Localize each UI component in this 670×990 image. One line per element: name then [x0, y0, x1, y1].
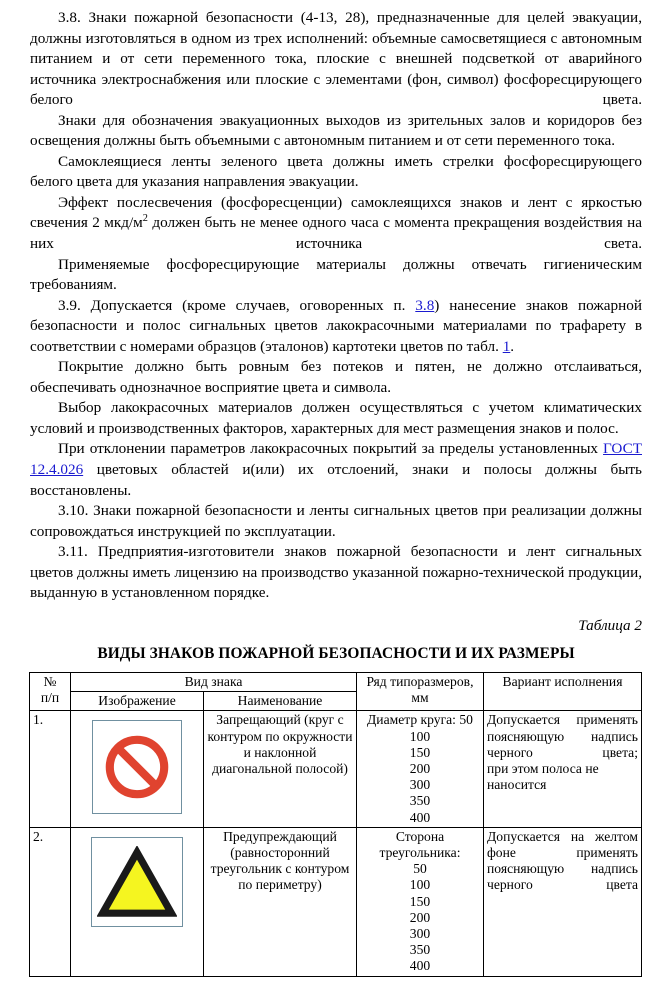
row-2-size-3: 200: [409, 909, 431, 925]
row-2-image-cell: [71, 827, 204, 976]
table-head: [30, 673, 642, 711]
prohibition-sign-frame: [92, 720, 182, 814]
table-body: [30, 711, 642, 976]
header-variant: Вариант исполнения: [484, 673, 642, 711]
row-2-size-6: 400: [409, 958, 431, 974]
paragraph-gost-deviation: [30, 439, 642, 501]
header-number-line2: п/п: [40, 690, 60, 706]
row-2-size-0: 50: [413, 861, 427, 877]
row-1-size-2: 200: [409, 761, 431, 777]
row-2-size-label: Сторона треугольника:: [379, 828, 461, 861]
row-1-name: Запрещающий (круг с контуром по окружности и наклонной диагональной полосой): [204, 711, 357, 827]
header-sign-kind: Вид знака: [71, 673, 357, 692]
header-sizes: [357, 673, 484, 711]
row-1-variant-note: при этом полоса не наносится: [487, 761, 599, 793]
row-2-size-1: 100: [409, 877, 431, 893]
header-image: Изображение: [71, 692, 204, 711]
table-title: ВИДЫ ЗНАКОВ ПОЖАРНОЙ БЕЗОПАСНОСТИ И ИХ РАЗМЕРЫ: [97, 645, 575, 662]
row-2-sizes: [357, 827, 484, 976]
row-2-variant: [484, 827, 642, 976]
table-caption: Таблица 2: [578, 617, 642, 634]
header-sizes-line1: Ряд типоразмеров,: [366, 674, 474, 689]
paragraph-afterglow: [30, 193, 642, 255]
row-1-size-1: 150: [409, 744, 431, 760]
row-2-number: 2.: [30, 827, 71, 976]
row-2-name: Предупреждающий (равносторонний треугольник с контуром по периметру): [204, 827, 357, 976]
paragraph-hygienic-requirements: Применяемые фосфоресцирующие материалы должны отвечать гигиеническим требованиям.: [30, 255, 642, 294]
row-2-size-4: 300: [409, 926, 431, 942]
document-body: [30, 8, 642, 604]
afterglow-text-after: должен быть не менее одного часа с момента прекращения воздействия на них источника света.: [30, 214, 642, 253]
row-1-size-5: 400: [409, 809, 431, 825]
row-2-variant-main: Допускается на желтом фоне применять поясняющую надпись черного цвета: [487, 828, 638, 893]
row-1-size-0: 100: [409, 728, 431, 744]
header-name: Наименование: [204, 692, 357, 711]
clause-39-after: .: [510, 337, 515, 355]
table-row: [30, 827, 642, 976]
paragraph-green-tapes: Самоклеящиеся ленты зеленого цвета должны иметь стрелки фосфоресцирующего белого цвета для указания направления эвакуации.: [30, 152, 642, 191]
clause-39-middle: ) нанесение знаков пожарной безопасности и полос сигнальных цветов лакокрасочными материалами по трафарету в соответствии с номерами образцов (эталонов) картотеки цветов по табл.: [30, 296, 642, 355]
link-table-1[interactable]: 1: [502, 337, 511, 355]
warning-triangle-sign-icon: [97, 846, 177, 918]
table-row: [30, 711, 642, 827]
row-1-size-label: Диаметр круга: 50: [367, 712, 473, 728]
table-header-row-1: [30, 673, 642, 692]
row-1-image-cell: [71, 711, 204, 827]
afterglow-text-before: Эффект послесвечения (фосфоресценции) самоклеящихся знаков и лент с яркостью свечения 2 мкд/м: [30, 193, 642, 232]
row-1-variant: [484, 711, 642, 827]
header-number-line1: №: [43, 674, 57, 689]
paragraph-3-11: 3.11. Предприятия-изготовители знаков пожарной безопасности и лент сигнальных цветов должны иметь лицензию на производство указанной пожарно-технической продукции, выданную в установленном порядке.: [30, 543, 642, 602]
prohibition-sign-icon: [103, 733, 171, 801]
paragraph-material-choice: Выбор лакокрасочных материалов должен осуществляться с учетом климатических условий и производственных факторов, характерных для мест размещения знаков и полос.: [30, 399, 642, 437]
afterglow-superscript: 2: [142, 213, 148, 225]
header-sizes-line2: мм: [411, 690, 429, 706]
row-1-size-3: 300: [409, 777, 431, 793]
row-2-size-5: 350: [409, 942, 431, 958]
paragraph-coating: Покрытие должно быть ровным без потеков и пятен, не должно отслаиваться, обеспечивать однозначное восприятие цвета и символа.: [30, 358, 642, 396]
row-1-number: 1.: [30, 711, 71, 827]
link-clause-3-8[interactable]: 3.8: [415, 296, 435, 314]
row-1-sizes: [357, 711, 484, 827]
paragraph-evacuation-exits: Знаки для обозначения эвакуационных выходов из зрительных залов и коридоров без освещения должны быть объемными с автономным питанием и от сети переменного тока.: [30, 111, 642, 150]
gost-text-before: При отклонении параметров лакокрасочных покрытий за пределы установленных: [58, 440, 604, 458]
clause-39-before: 3.9. Допускается (кроме случаев, оговоренных п.: [58, 296, 416, 314]
paragraph-3-8: 3.8. Знаки пожарной безопасности (4-13, 28), предназначенные для целей эвакуации, должны изготовляться в одном из трех исполнений: объемные самосветящиеся с автономным питанием и от сети переменного тока, плоские с внешней подсветкой от аварийного источника электроснабжения или плоские с элементами (фон, символ) фосфоресцирующего белого цвета.: [30, 9, 642, 109]
row-1-size-4: 350: [409, 793, 431, 809]
paragraph-3-9: [30, 296, 642, 358]
paragraph-3-10: 3.10. Знаки пожарной безопасности и ленты сигнальных цветов при реализации должны сопровождаться инструкцией по эксплуатации.: [30, 502, 642, 540]
link-gost-12-4-026[interactable]: ГОСТ 12.4.026: [30, 440, 642, 479]
signs-table: [29, 672, 642, 977]
warning-sign-frame: [91, 837, 183, 927]
header-number: [30, 673, 71, 711]
row-2-size-2: 150: [409, 893, 431, 909]
row-1-variant-main: Допускается применять поясняющую надпись черного цвета;: [487, 712, 638, 760]
gost-text-after: цветовых областей и(или) их отслоений, знаки и полосы должны быть восстановлены.: [30, 461, 642, 499]
